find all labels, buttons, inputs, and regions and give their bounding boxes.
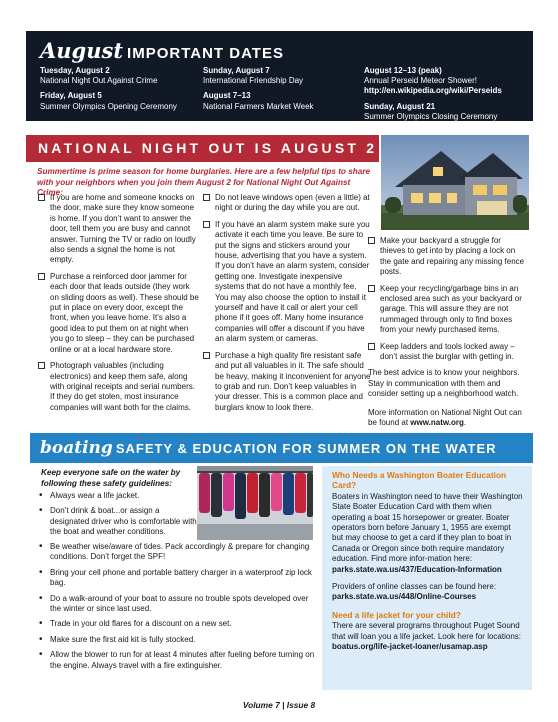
date-entry bbox=[203, 66, 363, 86]
tip-text: Purchase a high quality fire resistant safe and put all valuables in it. The safe should be heavy, making it inconvenient for anyone to grab and run. Don’t keep valuables in your dresser. This is a common place and burglars know to look there. bbox=[215, 350, 371, 412]
natw-link[interactable]: www.natw.org bbox=[410, 418, 464, 428]
checkbox-icon bbox=[38, 194, 45, 201]
date-event: Annual Perseid Meteor Shower! bbox=[364, 76, 477, 86]
tip-text: Purchase a reinforced door jammer for each door that leads outside (they work on sliding doors as well). These should be put in place on every door, except the front, when you leave home. It’s also a good idea to put them on at night when you go to sleep – they can be purchased online or at a local hardware store. bbox=[50, 271, 199, 354]
date-entry bbox=[364, 102, 530, 122]
date-event: International Friendship Day bbox=[203, 76, 304, 86]
tip-item bbox=[203, 220, 371, 345]
date-label: Tuesday, August 2 bbox=[40, 66, 110, 75]
date-label: Sunday, August 21 bbox=[364, 101, 436, 111]
night-out-tips-column-2 bbox=[203, 193, 371, 419]
tip-item bbox=[368, 236, 528, 278]
dates-title-month: August bbox=[40, 38, 124, 63]
date-event: Summer Olympics Opening Ceremony bbox=[40, 101, 177, 111]
date-event: National Farmers Market Week bbox=[203, 101, 314, 111]
more-info-end: . bbox=[463, 418, 467, 428]
night-out-intro: Summertime is prime season for home burglaries. Here are a few helpful tips to share with your neighbors when you join them August 2 for National Night Out Against Crime: bbox=[37, 167, 371, 197]
tip-item bbox=[203, 193, 371, 214]
tip-item bbox=[38, 361, 200, 413]
boating-tip: • Bring your cell phone and portable battery charger in a waterproof zip lock bag. bbox=[38, 568, 318, 589]
online-courses-link[interactable]: parks.state.wa.us/448/Online-Courses bbox=[332, 592, 477, 602]
sidebar-question-life-jacket: Need a life jacket for your child? bbox=[332, 609, 461, 620]
boating-tip: • Make sure the first aid kit is fully stocked. bbox=[38, 635, 318, 645]
date-entry bbox=[40, 66, 210, 86]
checkbox-icon bbox=[368, 237, 375, 244]
checkbox-icon bbox=[38, 273, 45, 280]
tip-text: Keep ladders and tools locked away – don’t assist the burglar with getting in. bbox=[380, 341, 515, 362]
tip-text: If you are home and someone knocks on the door, make sure they know someone is home. If you don’t want to answer the door, tell them you are busy and cannot answer. Turning the TV or radio on loudly also sends a signal the home is not empty. bbox=[50, 193, 196, 265]
important-dates-banner bbox=[26, 31, 533, 121]
boating-tip: • Don’t drink & boat...or assign a designated driver who is comfortable with the boat and weather conditions. bbox=[38, 506, 198, 537]
boating-tips-top bbox=[38, 491, 198, 543]
checkbox-icon bbox=[203, 221, 210, 228]
checkbox-icon bbox=[203, 194, 210, 201]
night-out-tips-column-1 bbox=[38, 193, 200, 419]
boater-education-sidebar bbox=[322, 466, 532, 690]
education-info-link[interactable]: parks.state.wa.us/437/Education-Information bbox=[332, 564, 502, 574]
boating-intro: Keep everyone safe on the water by following these safety guidelines: bbox=[41, 468, 181, 488]
tip-item bbox=[368, 284, 528, 336]
tip-text: If you have an alarm system make sure you activate it each time you leave. Be sure to put the signs and stickers around your house, advertising that you have a system. If you don’t have an alarm system, consider getting one. Investigate inexpensive systems that do not have a monthly fee. You may also choose the option to install it yourself and have it call or alert your cell phone if it goes off. Many home insurance companies will offer a discount if you have an alarm system or cameras. bbox=[215, 219, 370, 344]
date-entry bbox=[40, 91, 210, 111]
life-jackets-photo bbox=[197, 466, 313, 540]
night-out-heading: NATIONAL NIGHT OUT IS AUGUST 2 bbox=[26, 135, 379, 162]
house-photo bbox=[381, 135, 529, 230]
boating-heading-text: SAFETY & EDUCATION FOR SUMMER ON THE WATER bbox=[115, 441, 497, 456]
boating-tip: • Trade in your old flares for a discount on a new set. bbox=[38, 619, 318, 629]
sidebar-online-text: Providers of online classes can be found here: bbox=[332, 582, 497, 592]
tip-item bbox=[38, 272, 200, 355]
tip-text: Photograph valuables (including electronics) and keep them safe, along with original receipts and serial numbers. If they do get stolen, most insurance companies will want both for the claims. bbox=[50, 361, 195, 412]
date-entry bbox=[203, 91, 363, 111]
boating-tip: • Be weather wise/aware of tides. Pack accordingly & prepare for changing conditions. Don’t forget the SPF! bbox=[38, 542, 318, 563]
boating-tip: • Allow the blower to run for at least 4 minutes after fueling before turning on the engine. Always travel with a fire extinguisher. bbox=[38, 650, 318, 671]
issue-footer: Volume 7 | Issue 8 bbox=[242, 700, 316, 710]
dates-column-1 bbox=[40, 66, 210, 117]
date-entry bbox=[364, 66, 530, 97]
important-dates-title bbox=[40, 38, 284, 63]
tip-item bbox=[368, 342, 528, 363]
sidebar-question-education: Who Needs a Washington Boater Education Card? bbox=[332, 470, 507, 491]
date-event: Summer Olympics Closing Ceremony bbox=[364, 111, 498, 121]
dates-column-2 bbox=[203, 66, 363, 117]
date-label: Sunday, August 7 bbox=[203, 66, 270, 75]
perseids-link[interactable]: http://en.wikipedia.org/wiki/Perseids bbox=[364, 86, 502, 96]
boating-heading-script: boating bbox=[40, 438, 113, 458]
checkbox-icon bbox=[203, 352, 210, 359]
tip-text: Do not leave windows open (even a little) at night or during the day while you are out. bbox=[215, 193, 370, 213]
boating-tip: • Do a walk-around of your boat to assure no trouble spots developed over the winter or since last used. bbox=[38, 594, 318, 615]
checkbox-icon bbox=[38, 362, 45, 369]
more-info-text: More information on National Night Out can be found at bbox=[368, 407, 522, 428]
dates-title-text: IMPORTANT DATES bbox=[127, 45, 284, 62]
tip-text: Make your backyard a struggle for thieves to get into by placing a lock on the gate and repairing any missing fence posts. bbox=[380, 236, 525, 277]
sidebar-life-jacket-text: There are several programs throughout Puget Sound that will loan you a life jacket. Look here for locations: bbox=[332, 621, 521, 641]
date-label: Friday, August 5 bbox=[40, 91, 102, 101]
date-label: August 12–13 (peak) bbox=[364, 66, 442, 75]
night-out-tips-column-3 bbox=[368, 236, 528, 437]
boating-heading bbox=[30, 433, 533, 463]
tip-item bbox=[38, 193, 200, 266]
checkbox-icon bbox=[368, 285, 375, 292]
date-event: National Night Out Against Crime bbox=[40, 76, 158, 86]
dates-column-3 bbox=[364, 66, 530, 127]
boating-tip: • Always wear a life jacket. bbox=[38, 491, 198, 501]
boating-tips-bottom bbox=[38, 542, 318, 676]
sidebar-education-text: Boaters in Washington need to have their Washington State Boater Education Card with them when operating a boat 15 horsepower or greater. Boater operators born before January 1, 1955 are exempt but may choose to get a card if they plan to boat in Canada or Oregon since both require mandatory education. Find more infor-mation here: bbox=[332, 491, 523, 564]
tip-item bbox=[203, 351, 371, 413]
neighbors-advice: The best advice is to know your neighbors. Stay in communication with them and consider setting up a neighborhood watch. bbox=[368, 368, 520, 399]
tip-text: Keep your recycling/garbage bins in an enclosed area such as your backyard or garage. This will assure they are not rummaged through only to find boxes from your newly purchased items. bbox=[380, 283, 522, 335]
date-label: August 7–13 bbox=[203, 91, 251, 101]
more-info bbox=[368, 408, 528, 429]
checkbox-icon bbox=[368, 343, 375, 350]
life-jacket-loaner-link[interactable]: boatus.org/life-jacket-loaner/usamap.asp bbox=[332, 642, 488, 652]
